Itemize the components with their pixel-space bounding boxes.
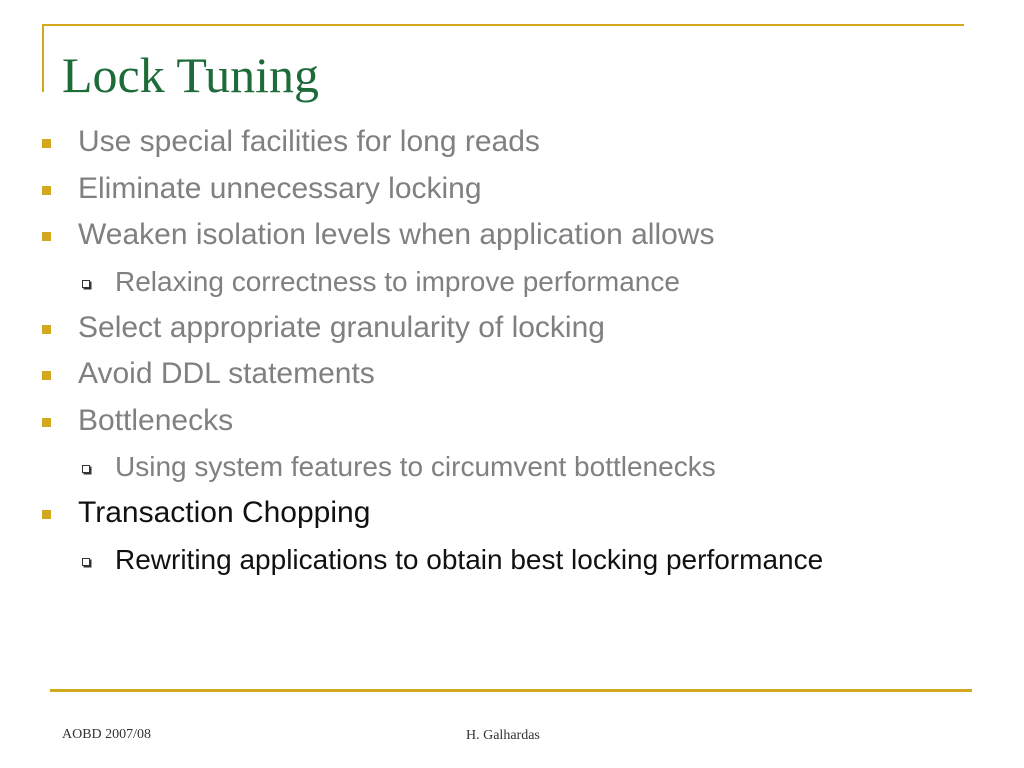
bullet-item	[0, 305, 1024, 352]
sub-bullet-item	[0, 444, 1024, 490]
bullet-item	[0, 398, 1024, 445]
sub-bullet-item-active	[0, 537, 1024, 583]
square-bullet-icon	[42, 510, 51, 519]
bullet-text: Use special facilities for long reads	[78, 125, 540, 158]
slide-title: Lock Tuning	[62, 47, 320, 103]
bullet-text: Select appropriate granularity of locking	[78, 310, 605, 344]
bullet-list	[0, 119, 1024, 583]
top-border-line	[42, 24, 964, 26]
hollow-square-bullet-icon	[82, 280, 90, 288]
square-bullet-icon	[42, 139, 51, 148]
square-bullet-icon	[42, 232, 51, 241]
bullet-text: Weaken isolation levels when application allows	[78, 218, 715, 251]
bullet-item	[0, 212, 1024, 259]
bullet-text: Bottlenecks	[78, 403, 234, 437]
hollow-square-bullet-icon	[82, 465, 90, 473]
bullet-text: Transaction Chopping	[78, 496, 371, 529]
square-bullet-icon	[42, 325, 51, 334]
sub-bullet-text: Rewriting applications to obtain best locking performance	[115, 543, 824, 575]
bullet-item-active	[0, 490, 1024, 537]
square-bullet-icon	[42, 371, 51, 380]
footer-divider-line	[50, 689, 972, 692]
square-bullet-icon	[42, 418, 51, 427]
footer-author: H. Galhardas	[466, 728, 540, 743]
sub-bullet-text: Using system features to circumvent bottlenecks	[115, 451, 716, 482]
sub-bullet-item	[0, 259, 1024, 305]
bullet-item	[0, 166, 1024, 213]
footer-course: AOBD 2007/08	[62, 727, 152, 742]
sub-bullet-text: Relaxing correctness to improve performance	[115, 265, 680, 297]
bullet-text: Eliminate unnecessary locking	[78, 171, 482, 205]
hollow-square-bullet-icon	[82, 558, 90, 566]
left-border-line	[42, 24, 44, 92]
square-bullet-icon	[42, 186, 51, 195]
bullet-text: Avoid DDL statements	[78, 357, 375, 390]
bullet-item	[0, 351, 1024, 398]
bullet-item	[0, 119, 1024, 166]
